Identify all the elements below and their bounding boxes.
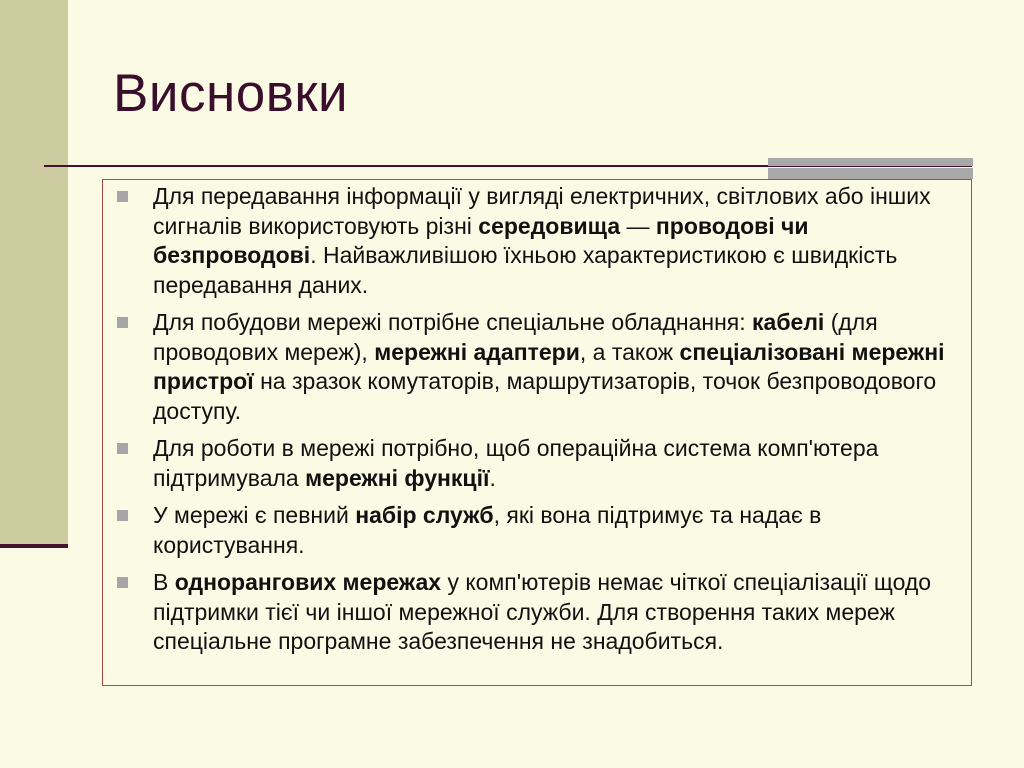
bullet-text: .	[489, 464, 496, 491]
bullet-item	[103, 182, 971, 300]
content-box	[102, 179, 972, 686]
bullet-text: В	[153, 569, 175, 595]
bullet-square-icon	[117, 510, 128, 521]
bullet-bold-term: середовища	[478, 212, 621, 239]
bullet-bold-term: мережні адаптери	[374, 338, 580, 365]
bullet-item	[103, 501, 971, 560]
bullet-text: Для передавання інформації у вигляді електричних, світлових або інших сигналів використовують різні	[153, 183, 931, 239]
bullet-text: , а також	[579, 338, 680, 365]
bullet-text: (для проводових мереж),	[153, 309, 878, 365]
bullet-item	[103, 434, 971, 493]
bullet-text: . Найважливішою їхньою характеристикою є швидкість передавання даних.	[153, 242, 898, 298]
bullet-bold-term: кабелі	[752, 309, 825, 335]
bullet-text: у комп'ютерів немає чіткої спеціалізації щодо підтримки тієї чи іншої мережної служби. Для створення таких мереж спеціальне програмне забезпечення не знадобиться.	[153, 569, 932, 654]
bullet-square-icon	[117, 191, 128, 202]
bullet-square-icon	[117, 577, 128, 588]
decorative-band-underline	[0, 544, 68, 548]
bullet-bold-term: спеціалізовані мережні пристрої	[153, 338, 945, 394]
bullet-item	[103, 308, 971, 426]
bullet-square-icon	[117, 317, 128, 328]
bullet-text: —	[620, 212, 656, 239]
bullet-text: Для побудови мережі потрібне спеціальне обладнання:	[153, 309, 753, 335]
decorative-gray-bar-top	[768, 158, 973, 166]
bullet-text: , які вона підтримує та надає в користування.	[153, 502, 822, 558]
decorative-left-band	[0, 0, 68, 545]
bullet-text: на зразок комутаторів, маршрутизаторів, точок безпроводового доступу.	[153, 368, 937, 424]
bullet-list	[103, 182, 971, 665]
decorative-gray-bar-bottom	[768, 168, 973, 179]
bullet-item	[103, 568, 971, 657]
bullet-text: Для роботи в мережі потрібно, щоб операційна система комп'ютера підтримувала	[153, 435, 879, 491]
bullet-bold-term: мережні функції	[305, 464, 490, 491]
bullet-text: У мережі є певний	[153, 502, 356, 528]
bullet-bold-term: однорангових мережах	[174, 569, 442, 595]
slide-title: Висновки	[113, 64, 349, 123]
bullet-bold-term: проводові чи безпроводові	[153, 212, 809, 268]
bullet-square-icon	[117, 443, 128, 454]
bullet-bold-term: набір служб	[355, 502, 494, 528]
